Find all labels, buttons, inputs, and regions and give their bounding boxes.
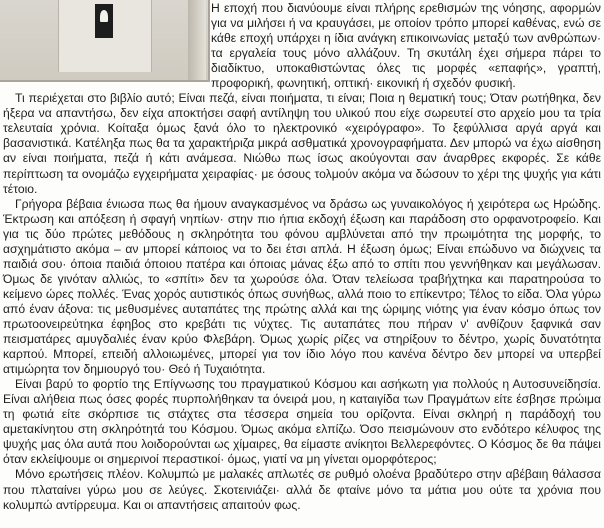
article-body bbox=[3, 1, 601, 513]
paragraph-5: Μόνο ερωτήσεις πλέον. Κολυμπώ με μαλακές απλωτές σε ρυθμό ολοένα βραδύτερο στην αβέβαιη θάλασσα που πλαταίνει γύρω μου σε λεύγες. Σκοτεινιάζει· αλλά δε φταίνε μόνο τα μάτια μου ούτε τα χρόνια που κολυμπώ αντίρρευμα. Και οι απαντήσεις απαιτούν φως. bbox=[3, 467, 601, 512]
paragraph-4: Είναι βαρύ το φορτίο της Επίγνωσης του πραγματικού Κόσμου και ασήκωτη για πολλούς η Αυτοσυνείδησία. Είναι αλήθεια πως όσες φορές πυρπολήθηκαν τα όνειρά μου, η καταιγίδα των Πραγμάτων είτε έσβησε πρώιμα τη φωτιά είτε σκόρπισε τις στάχτες στα τέσσερα σημεία του ορίζοντα. Είναι σκληρή η παράδοχή του αμετακίνητου στη σκληρότητά του Κόσμου. Όμως ακόμα ελπίζω. Όσο πεισμώνουν στο ενδότερο κέλυφος της ψυχής μας όλα αυτά που λοιδορούνται ως χίμαιρες, θα είμαστε ανίκητοι Βελλερεφόντες. Ο Κόσμος δε θα πάψει όταν εκλείψουμε οι σημερινοί περαστικοί· όμως, γιατί να μη γίνεται ομορφότερος; bbox=[3, 377, 601, 467]
paragraph-2: Τι περιέχεται στο βιβλίο αυτό; Είναι πεζά, είναι ποιήματα, τι είναι; Ποια η θεματική τους; Όταν ρωτήθηκα, δεν ήξερα να απαντήσω, δεν είχα αποκτήσει σαφή αντίληψη του υλικού που είχε σωρευτεί στο αρχείο μου τα τρία τελευταία χρόνια. Κοίταξα όμως ξανά όλο το ηλεκτρονικό «χειρόγραφο». Το ξεφύλλισα αργά αργά και βασανιστικά. Κατέληξα πως θα τα χαρακτήριζα μικρά ασθματικά χρονογραφήματα. Δεν μπορώ να έχω αίσθηση αν είναι ποιήματα, πεζά ή κάτι ανάμεσα. Νιώθω πως ίσως ακούγονται σαν άναρθρες εκφορές. Σε κάθε περίπτωση τα ονομάζω εγχειρήματα χειραφίας· με όσους τολμούν ακόμα να δώσουν το χέρι της ψυχής για κάτι τέτοιο. bbox=[3, 91, 601, 196]
paragraph-3: Γρήγορα βέβαια ένιωσα πως θα ήμουν αναγκασμένος να δράσω ως γυναικολόγος ή χειρότερα ως Ηρώδης. Έκτρωση και απόξεση ή σφαγή νηπίων· στην πιο ήπια εκδοχή έξωση και παράδοση στο ορφανοτροφείο. Και για τις δύο πρώτες μεθόδους η σκληρότητα του φόνου αμβλύνεται από την πρωιμότητα της μορφής, το ασχημάτιστο ακόμα – αν μπορεί κάποιος να το δει έτσι απλά. Η έξωση όμως; Είναι επώδυνο να διώχνεις τα παιδιά σου· όποια παιδιά όποιου πατέρα και όποιας μάνας έξω από το σπίτι που γεννήθηκαν και μεγάλωσαν. Όμως δε γινόταν αλλιώς, το «σπίτι» δεν τα χωρούσε όλα. Όταν τελείωσα τραβήχτηκα και παρατηρούσα το κείμενο ώρες πολλές. Ένας χορός αυτιστικός όπως συνήθως, αλλά ποιο το επίκεντρο; Τέλος το είδα. Όλα γύρω από έναν άξονα: τις μεθυσμένες αυταπάτες της πρώτης αλλά και της ώριμης νιότης για έναν κόσμο όπως τον πρωτοονειρεύτηκα έφηβος στο κρεβάτι τις νύχτες. Τις αυταπάτες που πήραν ν' ανθίζουν ξαφνικά σαν πεισματάρες αμυγδαλιές έναν κρύο Φλεβάρη. Όμως χωρίς ρίζες να στηρίξουν το δέντρο, χωρίς δυνατότητα καρπού. Μπορεί, επειδή αλλοιωμένες, μπορεί για τον ίδιο λόγο που κανένα δέντρο δεν μπορεί να υπερβεί ατιμώρητα τον δημιουργό του· Θεό ή Τυχαιότητα. bbox=[3, 196, 601, 377]
cover-float-spacer bbox=[3, 1, 211, 87]
paragraph-1: Η εποχή που διανύουμε είναι πλήρης ερεθισμών της νόησης, αφορμών για να μιλήσει ή να κραυγάσει, με οποίον τρόπο μπορεί καθένας, ενώ σε κάθε εποχή υπάρχει η ίδια ανάγκη επικοινωνίας μεταξύ των ανθρώπων· τα εργαλεία τους μόνο αλλάζουν. Τη σκυτάλη έχει σήμερα πάρει το διαδίκτυο, υποκαθιστώντας όλες τις μορφές «επαφής», γραπτή, προφορική, φωνητική, οπτική· εικονική ή σχεδόν φυσική. bbox=[211, 1, 601, 91]
